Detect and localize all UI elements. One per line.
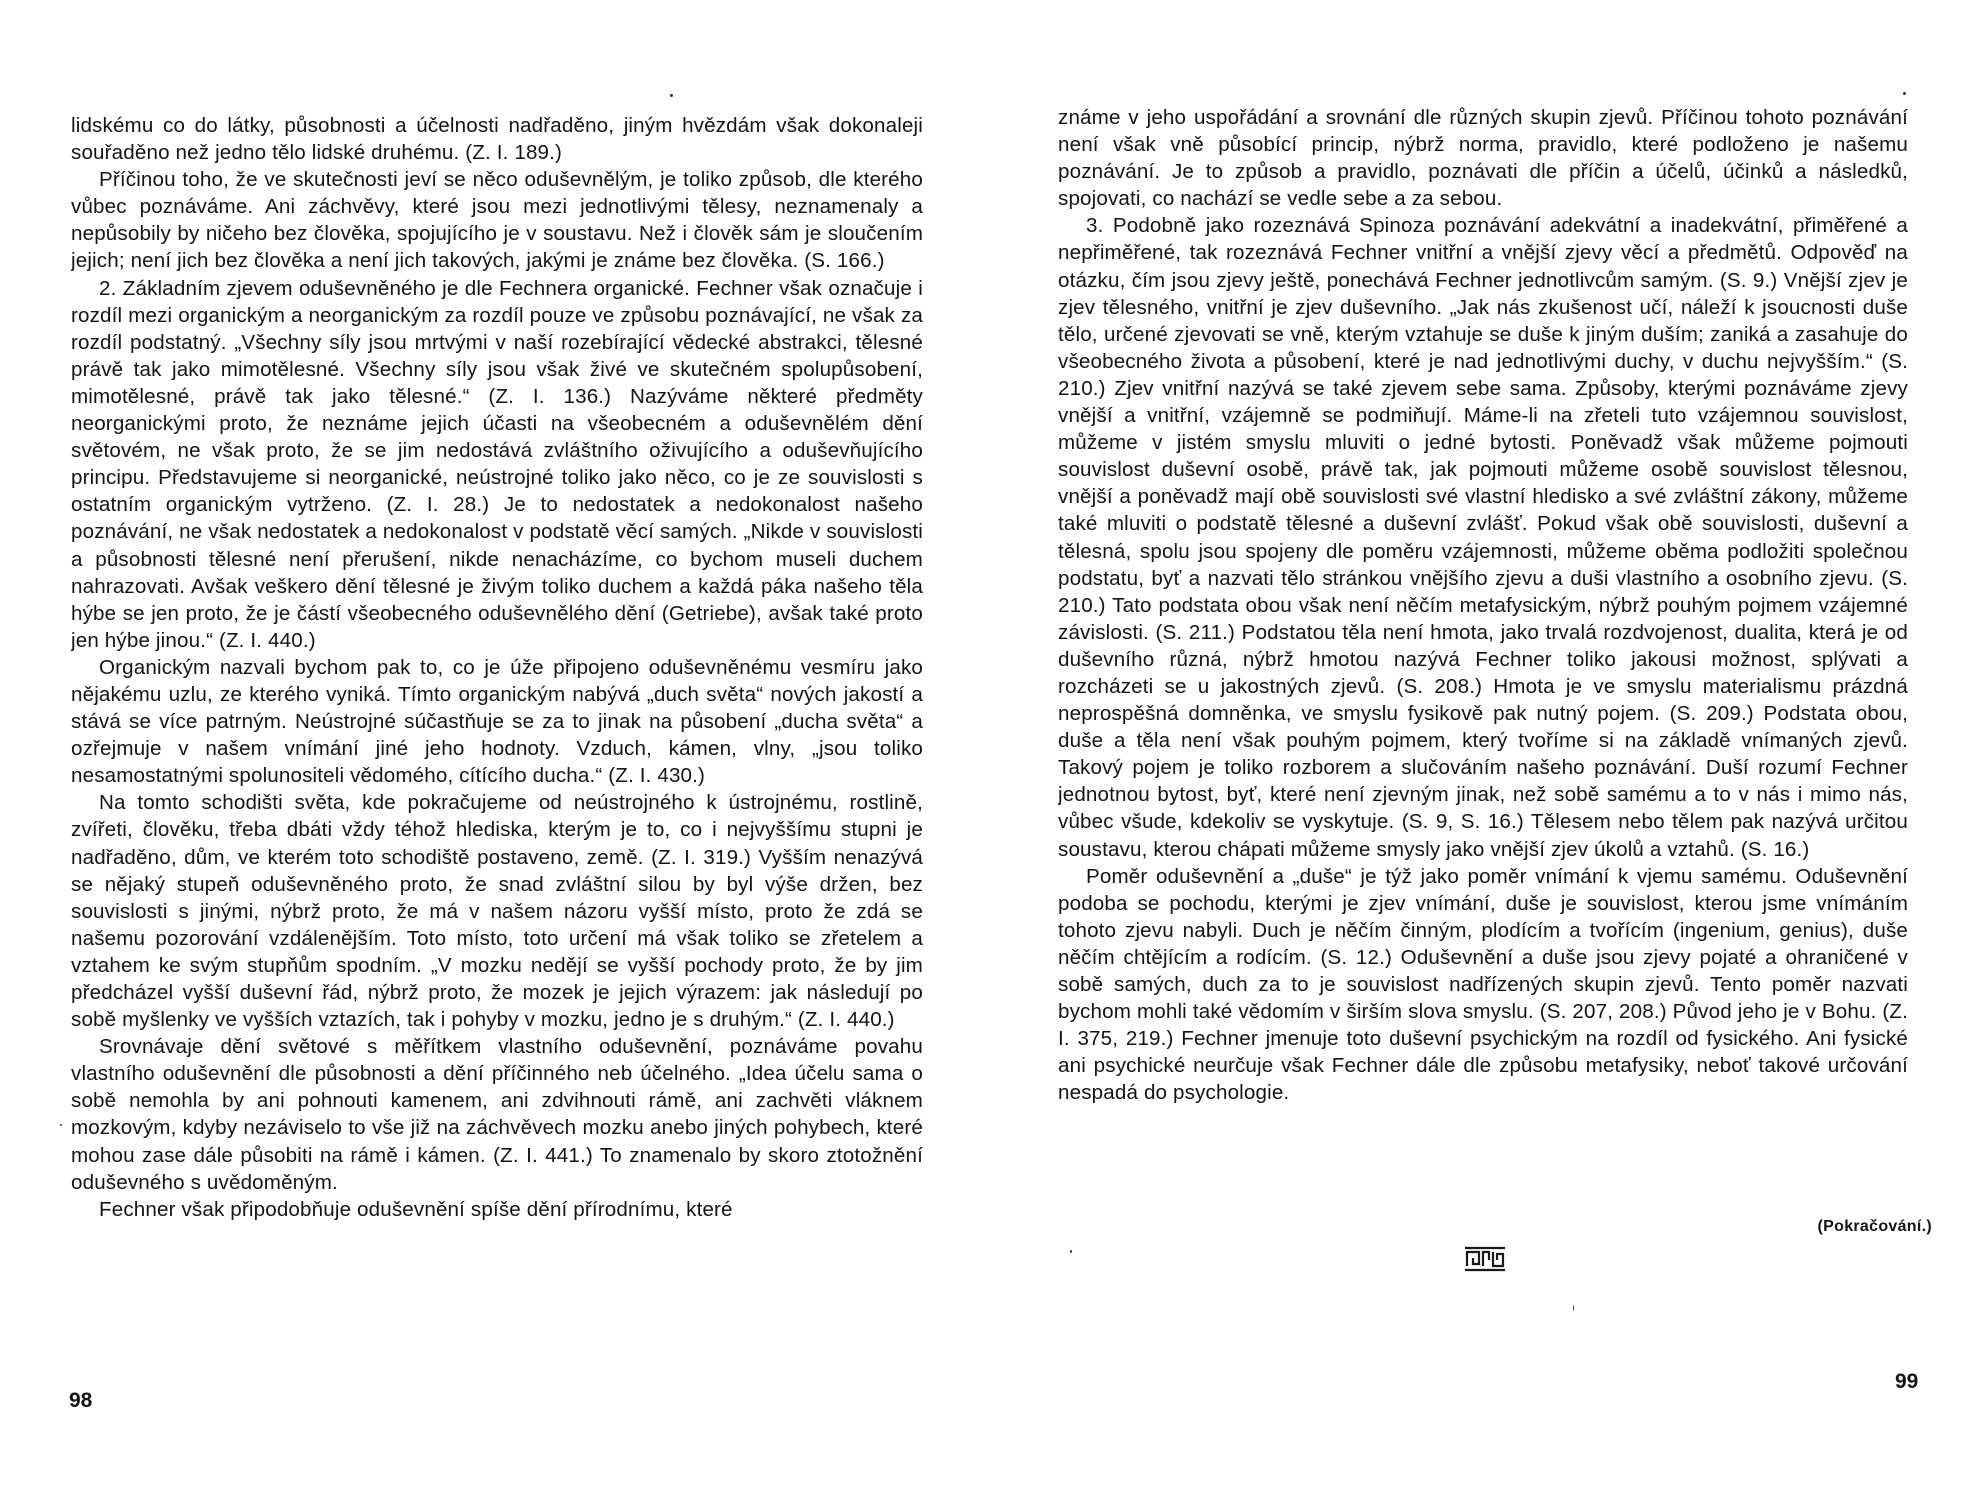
paragraph: Fechner však připodobňuje oduševnění spíše dění přírodnímu, které <box>99 1197 733 1221</box>
paragraph: 3. Podobně jako rozeznává Spinoza poznávání adekvátní a inadekvátní, přiměřené a nepřiměřené, tak rozeznává Fechner vnitřní a vnější zjevy věcí a předmětů. Odpověď na otázku, čím jsou zjevy ještě, ponechává Fechner jednotlivcům samým. (S. 9.) Vnější zjev je zjev tělesného, vnitřní je zjev duševního. „Jak nás zkušenost učí, náleží k jsoucnosti duše tělo, určené zjevovati se vně, kterým vztahuje se duše k jiným duším; zaniká a zasahuje do všeobecného života a působení, které je nad jednotlivými duchy, v duchu nejvyšším.“ (S. 210.) Zjev vnitřní nazývá se také zjevem sebe sama. Způsoby, kterými poznáváme zjevy vnější a vnitřní, vzájemně se podmiňují. Máme-li na zřeteli tuto vzájemnou souvislost, můžeme v jistém smyslu mluviti o jedné bytosti. Poněvadž však můžeme pojmouti souvislost duševní osobě, právě tak, jak pojmouti můžeme osobě souvislost tělesnou, vnější a poněvadž mají obě souvislosti své vlastní hledisko a své zvláštní zákony, můžeme také mluviti o podstatě tělesné a duševní zvlášť. Pokud však obě souvislosti, duševní a tělesná, spolu jsou spojeny dle poměru vzájemnosti, můžeme oběma podložiti společnou podstatu, byť a nazvati tělo stránkou vnějšího zjevu a duši vlastního a osobního zjevu. (S. 210.) Tato podstata obou však není něčím metafysickým, nýbrž pouhým pojmem vzájemné závislosti. (S. 211.) Podstatou těla není hmota, jako trvalá rozdvojenost, dualita, která je od duševního různá, nýbrž hmotou nazývá Fechner toliko jakousi možnost, splývati a rozcházeti se u jakostných zjevů. (S. 208.) Hmota je ve smyslu materialismu prázdná neprospěšná domněnka, ve smyslu fysikově pak nutný pojem. (S. 209.) Podstata obou, duše a těla není však pouhým pojmem, který tvoříme si na základě vnímaných zjevů. Takový pojem je toliko rozborem a slučováním našeho poznávání. Duší rozumí Fechner jednotnou bytost, byť, které není zjevným jinak, než sobě samému a to v nás i mimo nás, vůbec všude, kdekoliv se vyskytuje. (S. 9, S. 16.) Tělesem nebo tělem pak nazývá určitou soustavu, kterou chápati můžeme smysly jako vnější zjev úkolů a vztahů. (S. 16.) <box>1058 214 1908 861</box>
print-speck <box>670 94 673 97</box>
right-page <box>985 0 1970 1500</box>
page-number: 98 <box>69 1389 93 1412</box>
print-speck <box>1903 92 1906 95</box>
print-speck <box>1573 1305 1574 1311</box>
page-number: 99 <box>1895 1370 1919 1393</box>
meander-ornament-icon <box>1463 1246 1507 1272</box>
right-text-column <box>1058 104 1908 1106</box>
paragraph: Organickým nazvali bychom pak to, co je úže připojeno oduševněnému vesmíru jako nějakému uzlu, ze kterého vyniká. Tímto organickým nabývá „duch světa“ nových jakostí a stává se více patrným. Neústrojné súčastňuje se za to jinak na působení „ducha světa“ a ozřejmuje v našem vnímání jiné jeho hodnoty. Vzduch, kámen, vlny, „jsou toliko nesamostatnými spolunositeli vědomého, cítícího ducha.“ (Z. I. 430.) <box>71 655 923 788</box>
print-speck <box>60 1124 62 1126</box>
paragraph: Srovnávaje dění světové s měřítkem vlastního oduševnění, poznáváme povahu vlastního oduševnění dle působnosti a dění příčinného neb účelného. „Idea účelu sama o sobě nemohla by ani pohnouti kamenem, ani zdvihnouti rámě, ani zachvěti vláknem mozkovým, kdyby nezáviselo to vše již na záchvěvech mozku anebo jiných pohybech, které mohou zase dále působiti na rámě i kámen. (Z. I. 441.) To znamenalo by skoro ztotožnění oduševného s uvědoměným. <box>71 1035 923 1194</box>
print-speck <box>1070 1250 1072 1253</box>
paragraph: lidskému co do látky, působnosti a účelnosti nadřaděno, jiným hvězdám však dokonaleji souřaděno než jedno tělo lidské druhému. (Z. I. 189.) <box>71 114 923 165</box>
continuation-note: (Pokračování.) <box>1817 1218 1932 1235</box>
paragraph: Na tomto schodišti světa, kde pokračujeme od neústrojného k ústrojnému, rostlině, zvířeti, člověku, třeba dbáti vždy téhož hlediska, kterým je to, co i nejvyššímu stupni je nadřaděno, dům, ve kterém toto schodiště postaveno, země. (Z. I. 319.) Vyšším nenazývá se nějaký stupeň oduševněného proto, že snad zvláštní silou by byl výše držen, bez souvislosti s jinými, nýbrž proto, že má v našem názoru vyšší místo, proto že zdá se našemu pozorování vzdálenějším. Toto místo, toto určení má však toliko se zřetelem a vztahem ke svým stupňům spodním. „V mozku nedějí se vyšší pochody proto, že by jim předcházel vyšší duševní řád, nýbrž proto, že mozek je jejich výrazem: jak následují po sobě myšlenky ve vyšších vztazích, tak i pohyby v mozku, jedno je s druhým.“ (Z. I. 440.) <box>71 791 923 1032</box>
paragraph: Příčinou toho, že ve skutečnosti jeví se něco oduševnělým, je toliko způsob, dle kterého vůbec poznáváme. Ani záchvěvy, které jsou mezi jednotlivými tělesy, neznamenaly a nepůsobily by ničeho bez člověka, spojujícího je v soustavu. Než i člověk sám je sloučením jejich; není jich bez člověka a není jich takových, jakými je známe bez člověka. (S. 166.) <box>71 168 923 273</box>
paragraph: známe v jeho uspořádání a srovnání dle různých skupin zjevů. Příčinou tohoto poznávání není však vně působící princip, nýbrž norma, pravidlo, které podloženo je našemu poznávání. Je to způsob a pravidlo, poznávati dle příčin a účelů, účinků a následků, spojovati, co nachází se vedle sebe a za sebou. <box>1058 106 1908 211</box>
paragraph: 2. Základním zjevem oduševněného je dle Fechnera organické. Fechner však označuje i rozdíl mezi organickým a neorganickým za rozdíl pouze ve způsobu poznávající, ne však za rozdíl podstatný. „Všechny síly jsou mrtvými v naší rozebírající vědecké abstrakci, tělesné právě tak jako mimotělesné. Všechny síly jsou však živé ve skutečném spolupůsobení, mimotělesné, právě tak jako tělesné.“ (Z. I. 136.) Nazýváme některé předměty neorganickými proto, že neznáme jejich účasti na všeobecném a oduševnělém dění světovém, ne však proto, že se jim nedostává zvláštního oživujícího a oduševňujícího principu. Představujeme si neorganické, neústrojné toliko jako něco, co je ze souvislosti s ostatním organickým vytrženo. (Z. I. 28.) Je to nedostatek a nedokonalost našeho poznávání, ne však nedostatek a nedokonalost v podstatě věcí samých. „Nikde v souvislosti a působnosti tělesné není přerušení, nikde nenacházíme, co bychom museli duchem nahrazovati. Avšak veškero dění tělesné je živým toliko duchem a každá páka našeho těla hýbe se jen proto, že je částí všeobecného oduševnělého dění (Getriebe), avšak také proto jen hýbe jinou.“ (Z. I. 440.) <box>71 276 923 652</box>
left-text-column <box>71 112 923 1223</box>
paragraph: Poměr oduševnění a „duše“ je týž jako poměr vnímání k vjemu samému. Oduševnění podoba se pochodu, kterými je zjev vnímání, duše je souvislost, kterou jsme vnímáním tohoto zjevu nabyli. Duch je něčím činným, plodícím a tvořícím (ingenium, genius), duše něčím chtějícím a rodícím. (S. 12.) Oduševnění a duše jsou zjevy pojaté a ohraničené v sobě samých, duch za to je souvislost nadřízených skupin zjevů. Tento poměr nazvati bychom mohli také vědomím v širším slova smyslu. (S. 207, 208.) Původ jeho je v Bohu. (Z. I. 375, 219.) Fechner jmenuje toto duševní psychickým na rozdíl od fysického. Ani fysické ani psychické neurčuje však Fechner dále dle způsobu metafysiky, neboť takové určování nespadá do psychologie. <box>1058 864 1908 1105</box>
